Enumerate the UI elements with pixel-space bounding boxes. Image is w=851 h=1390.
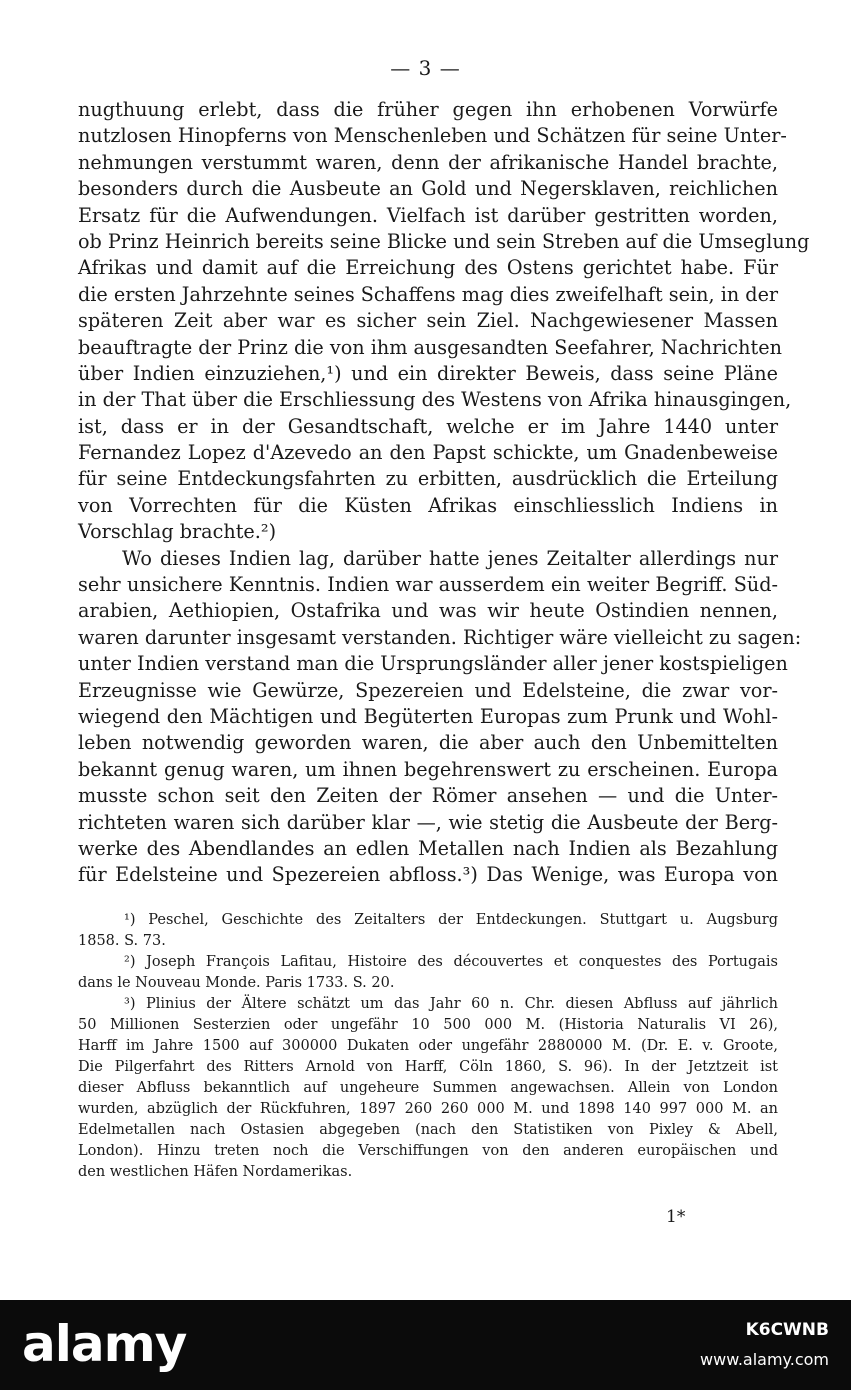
signature-mark: 1*: [666, 1207, 686, 1227]
body-line: von Vorrechten für die Küsten Afrikas einschliesslich Indiens in: [78, 493, 778, 517]
footnote-line: 1858. S. 73.: [78, 933, 166, 949]
body-line: über Indien einzuziehen,¹) und ein direkter Beweis, dass seine Pläne: [78, 361, 778, 385]
body-line: nugthuung erlebt, dass die früher gegen ihn erhobenen Vorwürfe: [78, 98, 778, 121]
body-line: richteten waren sich darüber klar —, wie stetig die Ausbeute der Berg-: [78, 810, 778, 834]
body-line: späteren Zeit aber war es sicher sein Ziel. Nachgewiesener Massen: [78, 309, 778, 333]
body-line: in der That über die Erschliessung des Westens von Afrika hinausgingen,: [78, 388, 792, 412]
body-line: Ersatz für die Aufwendungen. Vielfach ist darüber gestritten worden,: [78, 203, 778, 227]
footnote-line: ²) Joseph François Lafitau, Histoire des découvertes et conquestes des Portugais: [124, 954, 778, 970]
body-line: musste schon seit den Zeiten der Römer ansehen — und die Unter-: [78, 784, 778, 808]
footnote-line: Harff im Jahre 1500 auf 300000 Dukaten oder ungefähr 2880000 M. (Dr. E. v. Groote,: [78, 1038, 778, 1054]
body-line: für Edelsteine und Spezereien abfloss.³) Das Wenige, was Europa von: [78, 863, 778, 887]
body-line: Vorschlag brachte.²): [78, 520, 277, 544]
body-line: Wo dieses Indien lag, darüber hatte jenes Zeitalter allerdings nur: [122, 546, 778, 570]
footnote-line: London). Hinzu treten noch die Verschiffungen von den anderen europäischen und: [78, 1143, 778, 1159]
footnote-line: dans le Nouveau Monde. Paris 1733. S. 20.: [78, 975, 395, 991]
footnote-line: den westlichen Häfen Nordamerikas.: [78, 1164, 353, 1180]
body-line: wiegend den Mächtigen und Begüterten Europas zum Prunk und Wohl-: [78, 704, 778, 728]
footnote-line: wurden, abzüglich der Rückfuhren, 1897 260 260 000 M. und 1898 140 997 000 M. an: [78, 1101, 778, 1117]
body-line: sehr unsichere Kenntnis. Indien war ausserdem ein weiter Begriff. Süd-: [78, 573, 778, 597]
body-line: ist, dass er in der Gesandtschaft, welche er im Jahre 1440 unter: [78, 414, 778, 438]
footnote-line: ¹) Peschel, Geschichte des Zeitalters der Entdeckungen. Stuttgart u. Augsburg: [124, 912, 778, 928]
footnote-line: 50 Millionen Sesterzien oder ungefähr 10 500 000 M. (Historia Naturalis VI 26),: [78, 1017, 778, 1033]
body-line: die ersten Jahrzehnte seines Schaffens mag dies zweifelhaft sein, in der: [78, 282, 779, 306]
body-line: nutzlosen Hinopferns von Menschenleben und Schätzen für seine Unter-: [78, 124, 787, 148]
body-line: beauftragte der Prinz die von ihm ausgesandten Seefahrer, Nachrichten: [78, 335, 782, 359]
footnote-line: Edelmetallen nach Ostasien abgegeben (nach den Statistiken von Pixley & Abell,: [78, 1122, 778, 1138]
body-line: werke des Abendlandes an edlen Metallen nach Indien als Bezahlung: [78, 836, 778, 860]
body-line: ob Prinz Heinrich bereits seine Blicke und sein Streben auf die Umseglung: [78, 229, 810, 253]
footnotes: [78, 910, 778, 1183]
footnote-line: Die Pilgerfahrt des Ritters Arnold von Harff, Cöln 1860, S. 96). In der Jetztzeit ist: [78, 1059, 778, 1075]
body-line: leben notwendig geworden waren, die aber auch den Unbemittelten: [78, 731, 778, 755]
body-line: nehmungen verstummt waren, denn der afrikanische Handel brachte,: [78, 150, 778, 174]
body-text: [78, 97, 810, 889]
body-line: arabien, Aethiopien, Ostafrika und was wir heute Ostindien nennen,: [78, 599, 778, 623]
watermark-logo: alamy: [22, 1315, 187, 1373]
body-line: Afrikas und damit auf die Erreichung des Ostens gerichtet habe. Für: [78, 256, 778, 280]
footnote-line: dieser Abfluss bekanntlich auf ungeheure Summen angewachsen. Allein von London: [78, 1080, 778, 1096]
body-line: bekannt genug waren, um ihnen begehrenswert zu erscheinen. Europa: [78, 757, 778, 781]
body-line: unter Indien verstand man die Ursprungsländer aller jener kostspieligen: [78, 652, 788, 676]
body-line: Fernandez Lopez d'Azevedo an den Papst schickte, um Gnadenbeweise: [78, 441, 778, 465]
body-line: Erzeugnisse wie Gewürze, Spezereien und Edelsteine, die zwar vor-: [78, 678, 778, 702]
watermark-url: www.alamy.com: [700, 1350, 829, 1369]
watermark-bar: [0, 1300, 851, 1390]
body-line: für seine Entdeckungsfahrten zu erbitten, ausdrücklich die Erteilung: [78, 467, 778, 491]
body-line: waren darunter insgesamt verstanden. Richtiger wäre vielleicht zu sagen:: [78, 625, 802, 649]
body-line: besonders durch die Ausbeute an Gold und Negersklaven, reichlichen: [78, 177, 778, 201]
page-number: — 3 —: [390, 56, 461, 80]
watermark-image-id: K6CWNB: [745, 1320, 829, 1340]
footnote-line: ³) Plinius der Ältere schätzt um das Jahr 60 n. Chr. diesen Abfluss auf jährlich: [124, 996, 778, 1012]
